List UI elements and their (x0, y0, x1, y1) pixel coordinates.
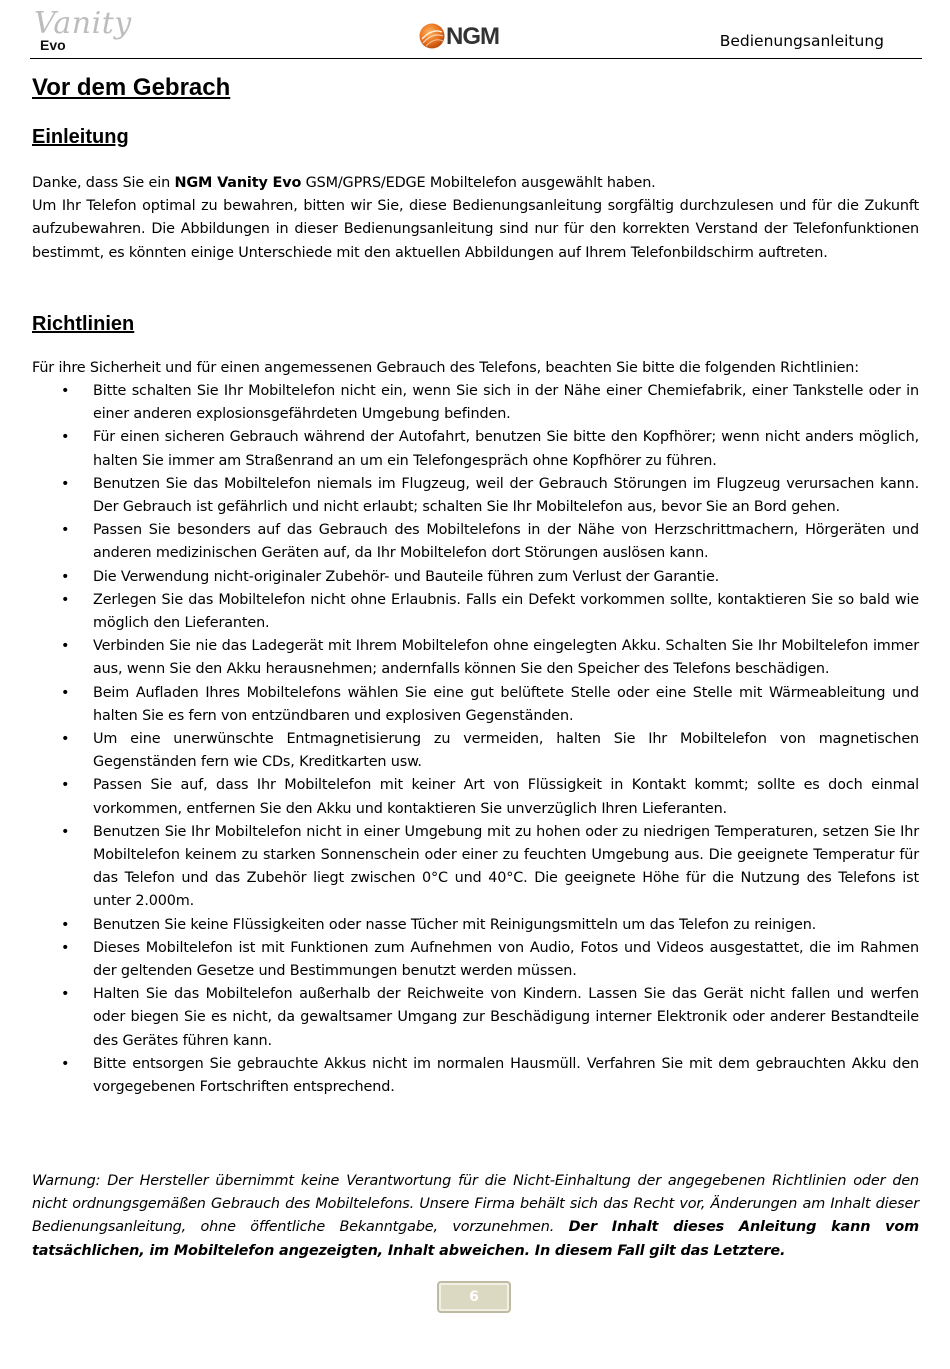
rules-list (32, 380, 919, 1099)
bullet-icon: • (61, 986, 70, 1003)
bullet-icon: • (61, 591, 70, 608)
rule-text: Die Verwendung nicht-originaler Zubehör- und Bauteile führen zum Verlust der Garantie. (93, 568, 720, 585)
rule-text: Bitte schalten Sie Ihr Mobiltelefon nicht ein, wenn Sie sich in der Nähe einer Chemiefabrik, einer Tankstelle oder in einer anderen explosionsgefährdeten Umgebung befinden. (93, 383, 919, 423)
bullet-icon: • (61, 429, 70, 446)
rule-item (32, 635, 919, 681)
warning-text: Warnung: Der Hersteller übernimmt keine Verantwortung für die Nicht-Einhaltung der angegebenen Richtlinien oder den nicht ordnungsgemäßen Gebrauch des Mobiltelefons. Unsere Firma behält sich das Recht vor, Änderungen am Inhalt dieser Bedienungsanleitung, ohne öffentliche Bekanntgabe, vorzunehmen. (32, 1173, 919, 1236)
rule-item (32, 519, 919, 565)
bullet-icon: • (61, 684, 70, 701)
vanity-logo-script: Vanity (34, 6, 132, 41)
ngm-logo-text: NGM (446, 23, 499, 50)
warning-paragraph (32, 1170, 919, 1263)
page-title: Vor dem Gebrach (32, 74, 231, 101)
intro-first-line (32, 172, 919, 195)
rule-text: Für einen sicheren Gebrauch während der Autofahrt, benutzen Sie bitte den Kopfhörer; wenn nicht anders möglich, halten Sie immer am Straßenrand an um ein Telefongespräch ohne Kopfhörer zu führen. (93, 429, 919, 469)
intro-line1-post: GSM/GPRS/EDGE Mobiltelefon ausgewählt haben. (301, 175, 656, 191)
bullet-icon: • (61, 1055, 70, 1072)
bullet-icon: • (61, 731, 70, 748)
rules-lead: Für ihre Sicherheit und für einen angemessenen Gebrauch des Telefons, beachten Sie bitte die folgenden Richtlinien: (32, 360, 859, 376)
bullet-icon: • (61, 777, 70, 794)
rule-item (32, 728, 919, 774)
bullet-icon: • (61, 475, 70, 492)
rule-text: Benutzen Sie keine Flüssigkeiten oder nasse Tücher mit Reinigungsmitteln um das Telefon zu reinigen. (93, 916, 817, 933)
bullet-icon: • (61, 916, 70, 933)
intro-paragraph: Um Ihr Telefon optimal zu bewahren, bitten wir Sie, diese Bedienungsanleitung sorgfältig durchzulesen und für die Zukunft aufzubewahren. Die Abbildungen in dieser Bedienungsanleitung sind nur für den korrekten Verstand der Telefonfunktionen bestimmt, es könnten einige Unterschiede mit den aktuellen Abbildungen auf Ihrem Telefonbildschirm auftreten. (32, 198, 919, 261)
rule-text: Passen Sie auf, dass Ihr Mobiltelefon mit keiner Art von Flüssigkeit in Kontakt kommt; sollte es doch einmal vorkommen, entfernen Sie den Akku und kontaktieren Sie unverzüglich Ihren Lieferanten. (93, 777, 919, 817)
intro-text (32, 172, 919, 265)
rule-item (32, 937, 919, 983)
rule-item (32, 473, 919, 519)
rule-text: Halten Sie das Mobiltelefon außerhalb der Reichweite von Kindern. Lassen Sie das Gerät nicht fallen und werfen oder biegen Sie es nicht, da gewaltsamer Umgang zur Beschädigung interner Elektronik oder anderer Bestandteile des Gerätes führen kann. (93, 986, 919, 1049)
bullet-icon: • (61, 568, 70, 585)
bullet-icon: • (61, 638, 70, 655)
rule-text: Passen Sie besonders auf das Gebrauch des Mobiltelefons in der Nähe von Herzschrittmachern, Hörgeräten und anderen medizinischen Geräten auf, da Ihr Mobiltelefon dort Störungen auslösen kann. (93, 522, 919, 562)
rule-item (32, 983, 919, 1053)
product-name: NGM Vanity Evo (174, 175, 302, 191)
rule-text: Verbinden Sie nie das Ladegerät mit Ihrem Mobiltelefon ohne eingelegten Akku. Schalten Sie Ihr Mobiltelefon immer aus, wenn Sie den Akku herausnehmen; andernfalls können Sie den Speicher des Telefons beschädigen. (93, 638, 919, 678)
intro-line1-pre: Danke, dass Sie ein (32, 175, 175, 191)
ngm-logo (418, 22, 528, 50)
ngm-sphere-icon (418, 22, 446, 50)
rule-item (32, 914, 919, 937)
rule-text: Beim Aufladen Ihres Mobiltelefons wählen Sie eine gut belüftete Stelle oder eine Stelle mit Wärmeableitung und halten Sie es fern von entzündbaren und explosiven Gegenständen. (93, 684, 919, 724)
rule-item (32, 682, 919, 728)
rule-item (32, 1053, 919, 1099)
vanity-logo-sub: Evo (40, 37, 66, 53)
bullet-icon: • (61, 522, 70, 539)
page-number-badge: 6 (437, 1281, 511, 1313)
rule-text: Dieses Mobiltelefon ist mit Funktionen zum Aufnehmen von Audio, Fotos und Videos ausgestattet, die im Rahmen der geltenden Gesetze und Bestimmungen benutzt werden müssen. (93, 939, 919, 980)
rule-text: Benutzen Sie das Mobiltelefon niemals im Flugzeug, weil der Gebrauch Störungen im Flugzeug verursachen kann. Der Gebrauch ist gefährlich und nicht erlaubt; schalten Sie Ihr Mobiltelefon aus, bevor Sie an Bord gehen. (93, 475, 919, 516)
rule-item (32, 774, 919, 820)
rule-item (32, 426, 919, 472)
page-header (30, 6, 922, 59)
bullet-icon: • (61, 823, 70, 840)
rule-text: Um eine unerwünschte Entmagnetisierung zu vermeiden, halten Sie Ihr Mobiltelefon von magnetischen Gegenständen fern wie CDs, Kreditkarten usw. (93, 731, 919, 771)
vanity-evo-logo (32, 6, 142, 56)
header-doc-title: Bedienungsanleitung (719, 32, 884, 50)
warning-bold-text: Der Inhalt dieses Anleitung kann vom tatsächlichen, im Mobiltelefon angezeigten, Inhalt abweichen. In diesem Fall gilt das Letztere. (32, 1219, 919, 1259)
bullet-icon: • (61, 383, 70, 399)
rule-item (32, 566, 919, 589)
section-heading-einleitung: Einleitung (32, 126, 129, 148)
section-heading-richtlinien: Richtlinien (32, 313, 135, 335)
bullet-icon: • (61, 939, 70, 956)
rule-text: Benutzen Sie Ihr Mobiltelefon nicht in einer Umgebung mit zu hohen oder zu niedrigen Temperaturen, setzen Sie Ihr Mobiltelefon keinem zu starken Sonnenschein oder einer zu feuchten Umgebung aus. Die geeignete Temperatur für das Telefon und das Zubehör liegt zwischen 0°C und 40°C. Die geeignete Höhe für die Nutzung des Telefons ist unter 2.000m. (93, 823, 919, 910)
rule-text: Zerlegen Sie das Mobiltelefon nicht ohne Erlaubnis. Falls ein Defekt vorkommen sollte, kontaktieren Sie so bald wie möglich den Lieferanten. (93, 591, 919, 632)
rule-item (32, 380, 919, 426)
rule-item (32, 589, 919, 635)
rule-text: Bitte entsorgen Sie gebrauchte Akkus nicht im normalen Hausmüll. Verfahren Sie mit dem gebrauchten Akku den vorgegebenen Fortschriften entsprechend. (93, 1055, 919, 1096)
rule-item (32, 821, 919, 914)
